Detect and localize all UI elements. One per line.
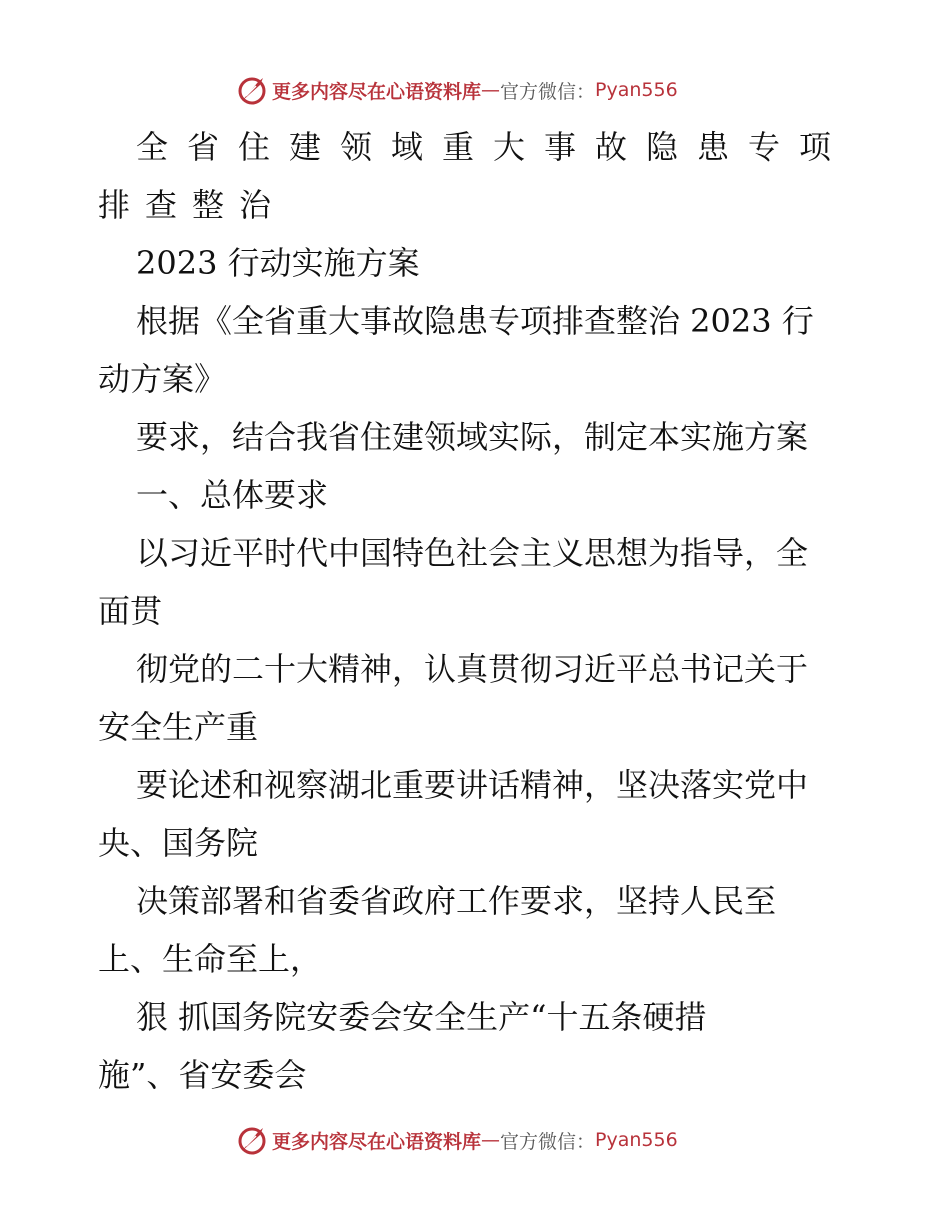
watermark-sub-text: 官方微信： [500,1130,596,1153]
watermark-main-text: 更多内容尽在心语资料库 [272,1130,482,1153]
paragraph-line: 彻党的二十大精神，认真贯彻习近平总书记关于 [136,650,809,688]
watermark-dash: — [481,1129,501,1151]
watermark-wechat-id: Pyan556 [595,79,678,101]
paragraph-line: 以习近平时代中国特色社会主义思想为指导，全 [136,534,809,572]
watermark-wechat-id: Pyan556 [595,1129,678,1151]
document-body [98,118,858,1104]
paragraph-line: 动方案》 [98,360,227,398]
paragraph-line: 央、国务院 [98,824,259,862]
paragraph-line: 根据《全省重大事故隐患专项排查整治 2023 行 [136,302,814,340]
paragraph-line: 要求，结合我省住建领域实际，制定本实施方案 [136,418,809,456]
watermark-main-text: 更多内容尽在心语资料库 [272,80,482,103]
doc-title-line-2: 排查整治 [98,186,287,224]
paragraph-line: 施”、省安委会 [98,1056,307,1094]
doc-subtitle: 2023 行动实施方案 [136,244,420,282]
paragraph-line: 上、生命至上， [98,940,323,978]
footer-watermark [236,1123,678,1157]
quill-pen-circle-logo-icon [236,1124,268,1156]
watermark-dash: — [481,79,501,101]
paragraph-line: 狠 抓国务院安委会安全生产“十五条硬措 [136,998,707,1036]
paragraph-line: 要论述和视察湖北重要讲话精神，坚决落实党中 [136,766,809,804]
paragraph-line: 决策部署和省委省政府工作要求，坚持人民至 [136,882,777,920]
doc-title-line-1: 全省住建领域重大事故隐患专项 [136,128,851,166]
watermark-sub-text: 官方微信： [500,80,596,103]
quill-pen-circle-logo-icon [236,74,268,106]
paragraph-line: 面贯 [98,592,163,630]
header-watermark [236,73,678,107]
section-heading: 一、总体要求 [136,476,329,514]
paragraph-line: 安全生产重 [98,708,259,746]
